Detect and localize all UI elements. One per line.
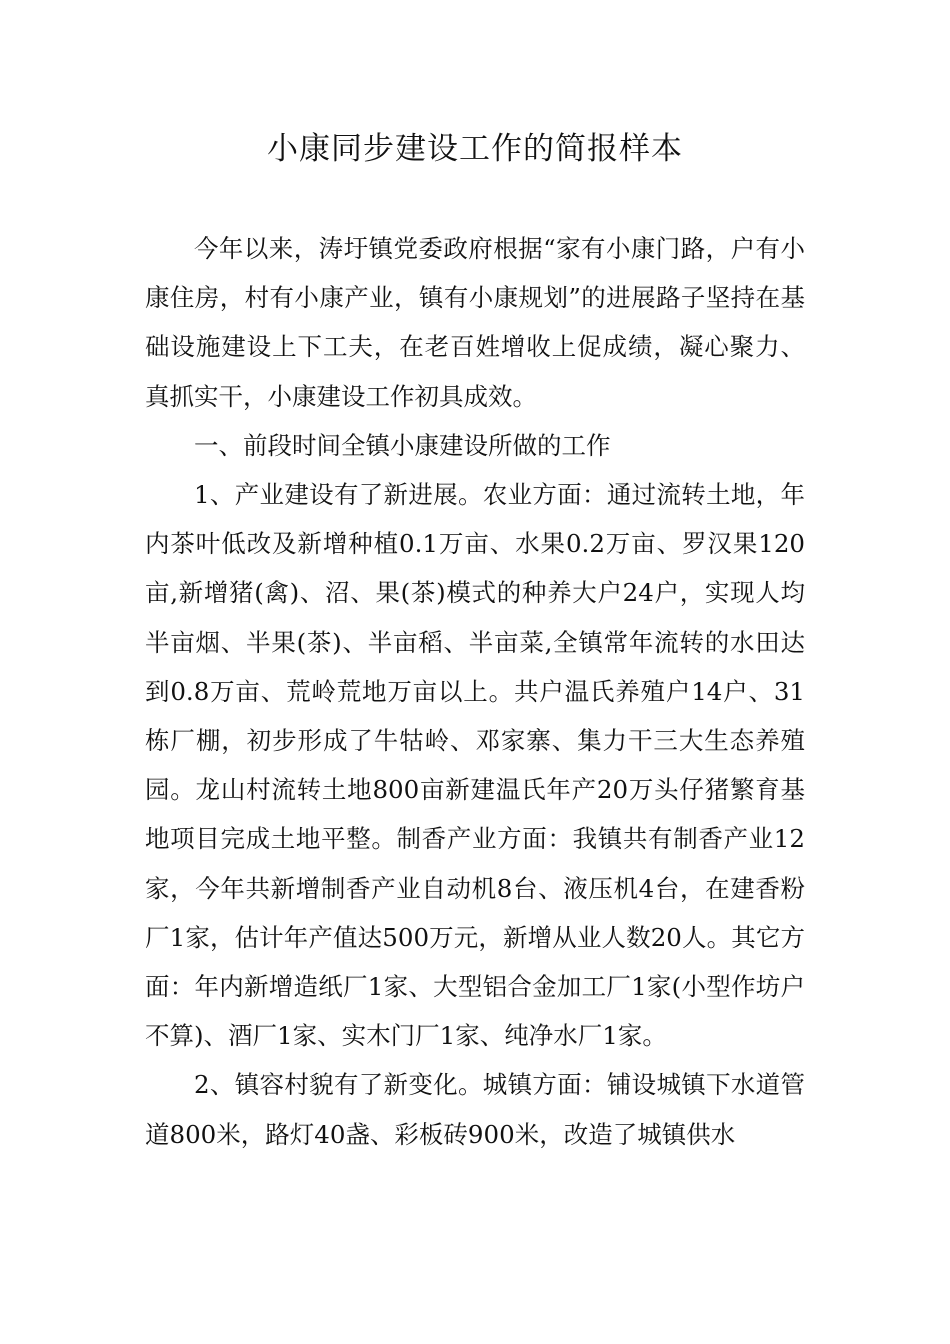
town-paragraph: 2、镇容村貌有了新变化。城镇方面：铺设城镇下水道管道800米，路灯40盏、彩板砖900米，改造了城镇供水: [145, 1070, 805, 1149]
industry-paragraph: 1、产业建设有了新进展。农业方面：通过流转土地，年内茶叶低改及新增种植0.1万亩、水果0.2万亩、罗汉果120亩,新增猪(禽)、沼、果(茶)模式的种养大户24户，实现人均半亩烟、半果(茶)、半亩稻、半亩菜,全镇常年流转的水田达到0.8万亩、荒岭荒地万亩以上。共户温氏养殖户14户、31栋厂棚，初步形成了牛牯岭、邓家寨、集力干三大生态养殖园。龙山村流转土地800亩新建温氏年产20万头仔猪繁育基地项目完成土地平整。制香产业方面：我镇共有制香产业12家，今年共新增制香产业自动机8台、液压机4台，在建香粉厂1家，估计年产值达500万元，新增从业人数20人。其它方面：年内新增造纸厂1家、大型铝合金加工厂1家(小型作坊户不算)、酒厂1家、实木门厂1家、纯净水厂1家。: [145, 480, 805, 1051]
intro-paragraph: 今年以来，涛圩镇党委政府根据“家有小康门路，户有小康住房，村有小康产业，镇有小康规划”的进展路子坚持在基础设施建设上下工夫，在老百姓增收上促成绩，凝心聚力、真抓实干，小康建设工作初具成效。: [145, 234, 805, 411]
document-body: [145, 224, 805, 1159]
document-title: 小康同步建设工作的简报样本: [267, 131, 683, 167]
section-heading: 一、前段时间全镇小康建设所做的工作: [194, 430, 611, 460]
